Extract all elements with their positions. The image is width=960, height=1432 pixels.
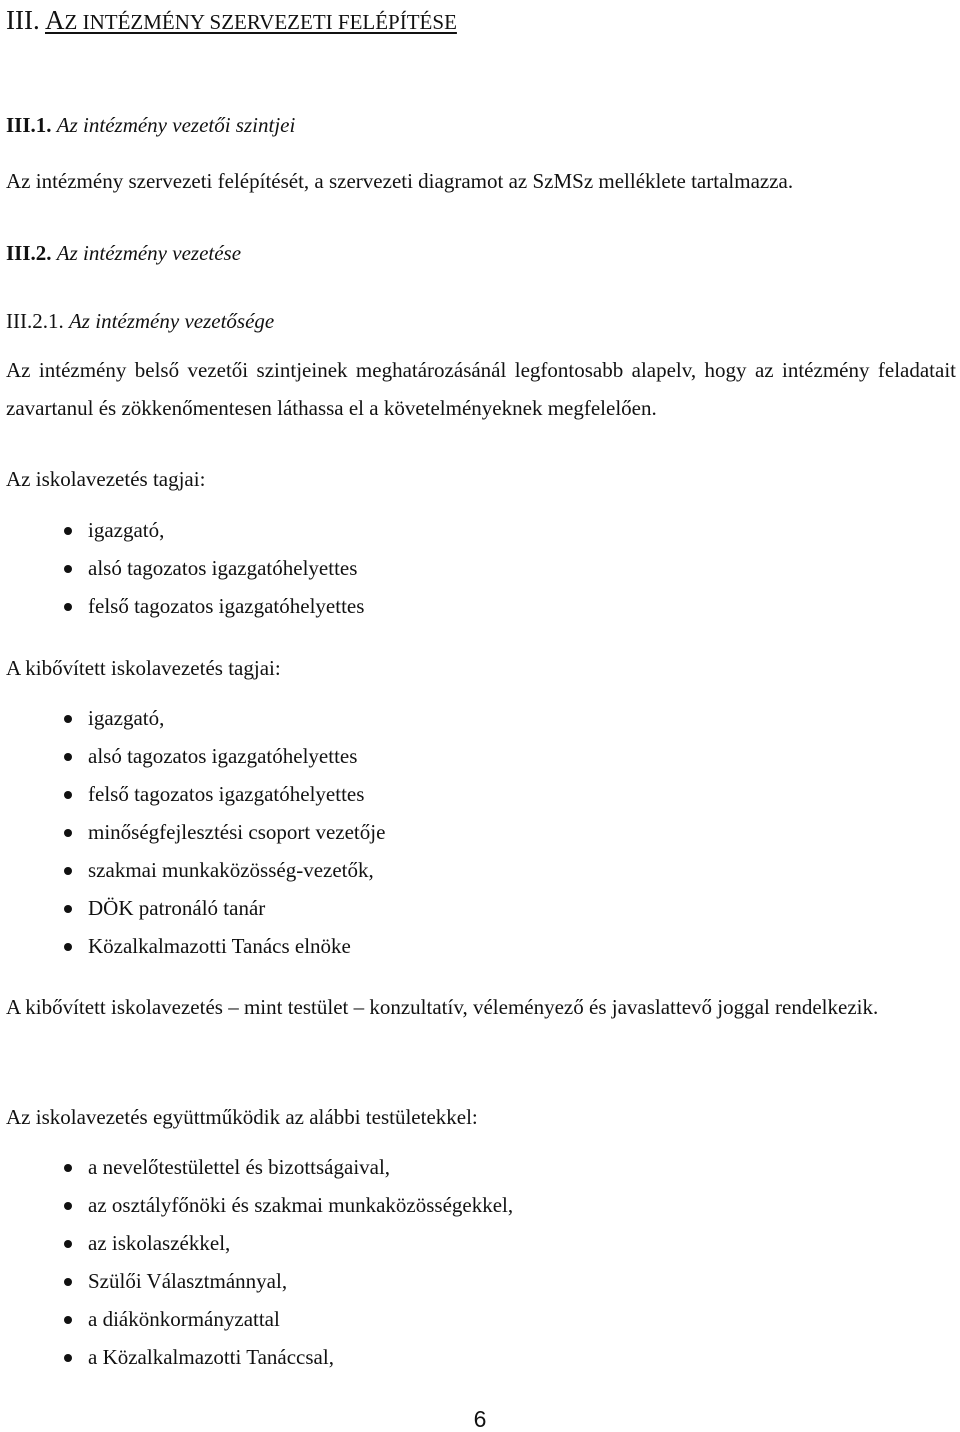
list-item: az osztályfőnöki és szakmai munkaközösségekkel,	[62, 1186, 513, 1224]
extended-leadership-list	[62, 699, 385, 965]
bullet-icon	[64, 1240, 72, 1248]
chapter-title-initial: A	[45, 5, 65, 35]
bullet-icon	[64, 1354, 72, 1362]
list-item: az iskolaszékkel,	[62, 1224, 513, 1262]
list-heading-extended: A kibővített iskolavezetés tagjai:	[6, 656, 281, 680]
bullet-icon	[64, 1278, 72, 1286]
bullet-icon	[64, 603, 72, 611]
bullet-icon	[64, 1164, 72, 1172]
bullet-icon	[64, 1202, 72, 1210]
list-item: a diákönkormányzattal	[62, 1300, 513, 1338]
list-item: szakmai munkaközösség-vezetők,	[62, 851, 385, 889]
list-item: Közalkalmazotti Tanács elnöke	[62, 927, 385, 965]
chapter-number: III.	[6, 5, 40, 35]
bullet-icon	[64, 791, 72, 799]
list-item: igazgató,	[62, 699, 385, 737]
paragraph-structure: Az intézmény szervezeti felépítését, a szervezeti diagramot az SzMSz melléklete tartalmazza.	[6, 169, 794, 193]
bullet-icon	[64, 527, 72, 535]
page-number: 6	[473, 1406, 487, 1432]
section-number: III.2.1.	[6, 309, 64, 333]
leadership-members-list	[62, 511, 364, 625]
section-heading-2-1	[6, 308, 274, 334]
bullet-icon	[64, 1316, 72, 1324]
bullet-icon	[64, 829, 72, 837]
cooperation-bodies-list	[62, 1148, 513, 1376]
list-item: igazgató,	[62, 511, 364, 549]
bullet-icon	[64, 753, 72, 761]
list-item: Szülői Választmánnyal,	[62, 1262, 513, 1300]
section-heading-1	[6, 112, 295, 138]
list-item: felső tagozatos igazgatóhelyettes	[62, 587, 364, 625]
list-item: felső tagozatos igazgatóhelyettes	[62, 775, 385, 813]
section-heading-2	[6, 240, 241, 266]
bullet-icon	[64, 867, 72, 875]
list-item: alsó tagozatos igazgatóhelyettes	[62, 549, 364, 587]
bullet-icon	[64, 943, 72, 951]
list-item: minőségfejlesztési csoport vezetője	[62, 813, 385, 851]
bullet-icon	[64, 905, 72, 913]
list-item: alsó tagozatos igazgatóhelyettes	[62, 737, 385, 775]
list-heading-cooperation: Az iskolavezetés együttműködik az alábbi testületekkel:	[6, 1105, 478, 1129]
section-title: Az intézmény vezetősége	[68, 309, 275, 333]
bullet-icon	[64, 565, 72, 573]
chapter-heading	[6, 4, 457, 38]
list-item: a nevelőtestülettel és bizottságaival,	[62, 1148, 513, 1186]
section-number: III.1.	[6, 113, 52, 137]
section-title: Az intézmény vezetői szintjei	[56, 113, 296, 137]
list-item: DÖK patronáló tanár	[62, 889, 385, 927]
list-item: a Közalkalmazotti Tanáccsal,	[62, 1338, 513, 1376]
paragraph-principle: Az intézmény belső vezetői szintjeinek meghatározásánál legfontosabb alapelv, hogy az intézmény feladatait zavartanul és zökkenőmentesen láthassa el a követelményeknek megfelelően.	[6, 358, 956, 420]
chapter-title-rest: Z INTÉZMÉNY SZERVEZETI FELÉPÍTÉSE	[64, 10, 457, 34]
section-number: III.2.	[6, 241, 52, 265]
paragraph-consultative: A kibővített iskolavezetés – mint testület – konzultatív, véleményező és javaslattevő joggal rendelkezik.	[6, 995, 879, 1019]
section-title: Az intézmény vezetése	[56, 241, 242, 265]
bullet-icon	[64, 715, 72, 723]
list-heading-leadership: Az iskolavezetés tagjai:	[6, 467, 206, 491]
